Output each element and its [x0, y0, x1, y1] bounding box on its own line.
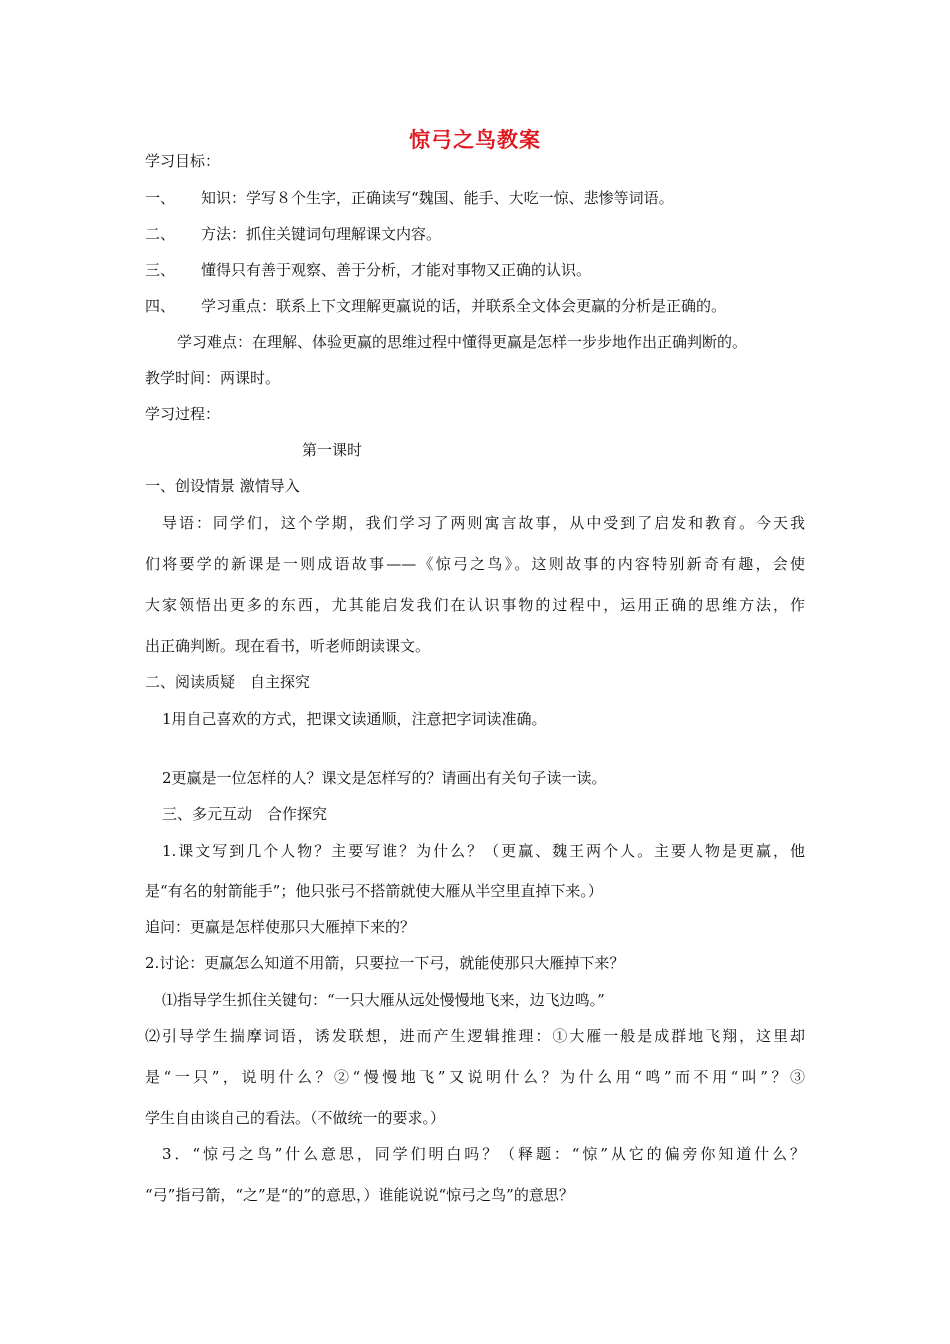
difficulty-paragraph: 学习难点：在理解、体验更赢的思维过程中懂得更赢是怎样一步步地作出正确判断的。: [177, 333, 748, 351]
intro-paragraph-line: 出正确判断。现在看书，听老师朗读课文。: [145, 637, 431, 655]
goal-item-2: [145, 224, 441, 244]
guidance-paragraph-line: ⑵引导学生揣摩词语，诱发联想，进而产生逻辑推理：①大雁一般是成群地飞翔，这里却: [145, 1027, 805, 1045]
reading-task-2: 2更赢是一位怎样的人？课文是怎样写的？请画出有关句子读一读。: [162, 769, 607, 787]
discussion-paragraph-line: 是“有名的射箭能手”；他只张弓不搭箭就使大雁从半空里直掉下来。）: [145, 882, 603, 900]
section-heading-2: 二、阅读质疑 自主探究: [145, 673, 311, 691]
intro-paragraph-line: 们将要学的新课是一则成语故事——《惊弓之鸟》。这则故事的内容特别新奇有趣，会使: [145, 555, 805, 573]
section-heading-1: 一、创设情景 激情导入: [145, 477, 300, 495]
goal-text: 学习重点：联系上下文理解更赢说的话，并联系全文体会更赢的分析是正确的。: [201, 297, 727, 315]
document-title: 惊弓之鸟教案: [409, 128, 541, 152]
guidance-paragraph-line: 学生自由谈自己的看法。（不做统一的要求。）: [145, 1109, 446, 1127]
title-meaning-paragraph-line: “弓”指弓箭，“之”是“的”的意思，）谁能说说“惊弓之鸟”的意思？: [145, 1186, 574, 1204]
goal-item-3: [145, 260, 591, 280]
process-heading: 学习过程：: [145, 405, 221, 423]
section-heading-3: 三、多元互动 合作探究: [162, 805, 328, 823]
intro-paragraph-line: 大家领悟出更多的东西，尤其能启发我们在认识事物的过程中，运用正确的思维方法，作: [145, 596, 805, 614]
follow-up-question: 追问：更赢是怎样使那只大雁掉下来的？: [145, 918, 416, 936]
intro-paragraph-line: 导语：同学们，这个学期，我们学习了两则寓言故事，从中受到了启发和教育。今天我: [162, 514, 805, 532]
title-meaning-paragraph-line: 3．“惊弓之鸟”什么意思，同学们明白吗？（释题：“惊”从它的偏旁你知道什么？: [162, 1145, 805, 1163]
goal-number: 二、: [145, 225, 176, 243]
goal-text: 方法：抓住关键词句理解课文内容。: [201, 225, 442, 243]
reading-task-1: 1用自己喜欢的方式，把课文读通顺，注意把字词读准确。: [162, 710, 547, 728]
goal-item-1: [145, 188, 674, 208]
discussion-paragraph-line: 1.课文写到几个人物？主要写谁？为什么？（更赢、魏王两个人。主要人物是更赢，他: [162, 842, 805, 860]
guidance-paragraph-line: 是“一只”，说明什么？②“慢慢地飞”又说明什么？为什么用“鸣”而不用“叫”？③: [145, 1068, 805, 1086]
goal-number: 四、: [145, 297, 176, 315]
goal-number: 三、: [145, 261, 176, 279]
teaching-time: 教学时间：两课时。: [145, 369, 281, 387]
lesson-heading: 第一课时: [302, 441, 363, 459]
goal-item-4: [145, 296, 726, 316]
learning-goals-heading: 学习目标：: [145, 152, 221, 170]
goal-text: 知识：学写８个生字，正确读写“魏国、能手、大吃一惊、悲惨等词语。: [201, 189, 674, 207]
goal-number: 一、: [145, 189, 176, 207]
guidance-item-1: ⑴指导学生抓住关键句：“一只大雁从远处慢慢地飞来，边飞边鸣。”: [162, 991, 605, 1009]
goal-text: 懂得只有善于观察、善于分析，才能对事物又正确的认识。: [201, 261, 592, 279]
discussion-question-2: 2.讨论：更赢怎么知道不用箭，只要拉一下弓，就能使那只大雁掉下来？: [145, 954, 625, 972]
